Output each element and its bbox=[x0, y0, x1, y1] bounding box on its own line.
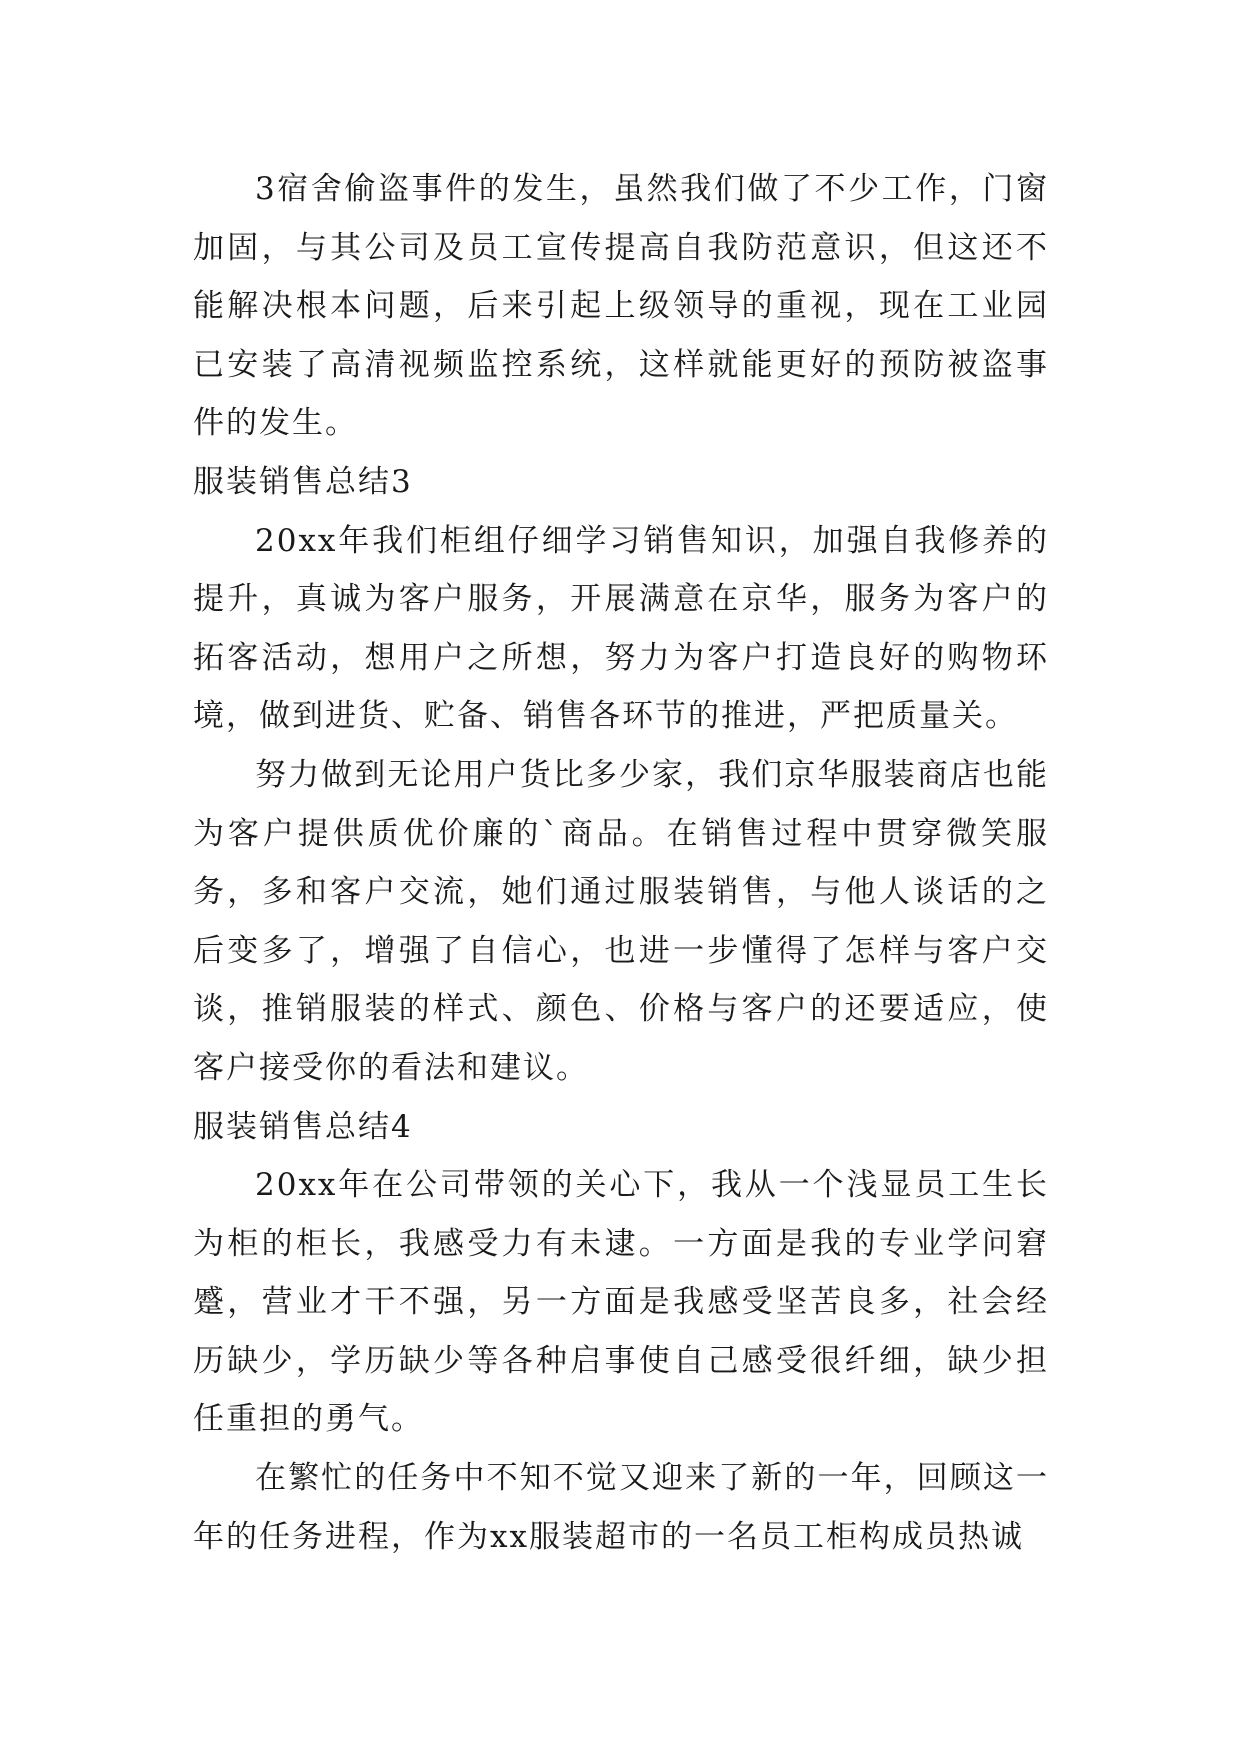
section-heading-summary-3: 服装销售总结3 bbox=[193, 463, 413, 500]
paragraph-year-review: 在繁忙的任务中不知不觉又迎来了新的一年，回顾这一年的任务进程，作为xx服装超市的一名员工柜构成员热诚 bbox=[193, 1460, 1049, 1555]
document-body bbox=[193, 160, 1049, 1566]
paragraph-counter-group-study: 20xx年我们柜组仔细学习销售知识，加强自我修养的提升，真诚为客户服务，开展满意在京华，服务为客户的拓客活动，想用户之所想，努力为客户打造良好的购物环境，做到进货、贮备、销售各环节的推进，严把质量关。 bbox=[193, 522, 1049, 735]
paragraph-dormitory-theft: 3宿舍偷盗事件的发生，虽然我们做了不少工作，门窗加固，与其公司及员工宣传提高自我防范意识，但这还不能解决根本问题，后来引起上级领导的重视，现在工业园已安装了高清视频监控系统，这样就能更好的预防被盗事件的发生。 bbox=[193, 171, 1049, 442]
paragraph-quality-service: 努力做到无论用户货比多少家，我们京华服装商店也能为客户提供质优价廉的`商品。在销售过程中贯穿微笑服务，多和客户交流，她们通过服装销售，与他人谈话的之后变多了，增强了自信心，也进一步懂得了怎样与客户交谈，推销服装的样式、颜色、价格与客户的还要适应，使客户接受你的看法和建议。 bbox=[193, 756, 1049, 1086]
section-heading-summary-4: 服装销售总结4 bbox=[193, 1108, 413, 1145]
paragraph-counter-leader: 20xx年在公司带领的关心下，我从一个浅显员工生长为柜的柜长，我感受力有未逮。一方面是我的专业学问窘蹙，营业才干不强，另一方面是我感受坚苦良多，社会经历缺少，学历缺少等各种启事使自己感受很纤细，缺少担任重担的勇气。 bbox=[193, 1167, 1049, 1438]
